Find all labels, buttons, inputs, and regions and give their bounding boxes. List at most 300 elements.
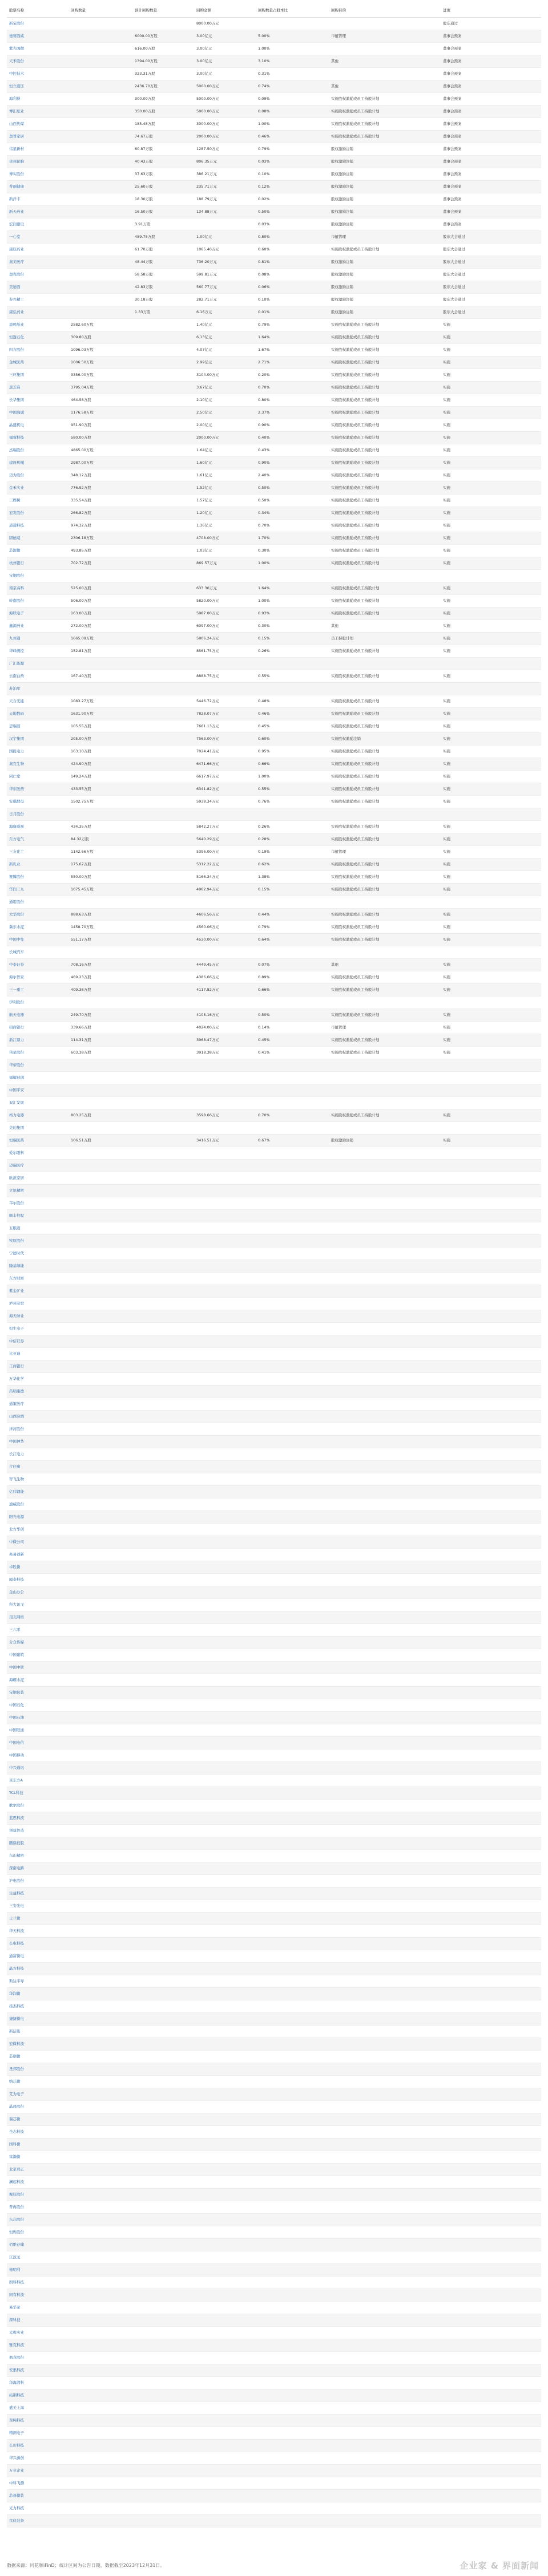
cell-stock-name[interactable]: 佰维存储	[7, 2239, 68, 2251]
cell-stock-name[interactable]: 双汇发展	[7, 1097, 68, 1109]
cell-buyback-amount: 5000.00万元	[194, 106, 256, 118]
cell-stock-name[interactable]: 华天科技	[7, 1925, 68, 1938]
cell-stock-name[interactable]: 山西汾酒	[7, 1411, 68, 1423]
cell-buyback-amount	[194, 2377, 256, 2389]
cell-stock-name[interactable]: 博实股份	[7, 168, 68, 181]
cell-progress: 实施	[441, 394, 541, 407]
cell-stock-name[interactable]: 歌尔股份	[7, 1800, 68, 1812]
cell-stock-name[interactable]: 长川科技	[7, 2440, 68, 2452]
cell-stock-name[interactable]: 道通科技	[7, 520, 68, 532]
cell-buyback-quantity	[68, 143, 132, 156]
cell-stock-name[interactable]: 科大讯飞	[7, 1599, 68, 1611]
cell-stock-name[interactable]: 云南白药	[7, 670, 68, 683]
cell-share-ratio: 0.08%	[256, 106, 329, 118]
cell-stock-name[interactable]: 黑芝麻	[7, 382, 68, 394]
cell-expected-quantity	[132, 1561, 194, 1574]
cell-stock-name[interactable]: 纳芯微	[7, 2076, 68, 2088]
cell-stock-name[interactable]: 四方股份	[7, 344, 68, 357]
cell-stock-name[interactable]: 晶晨股份	[7, 2101, 68, 2113]
cell-buyback-quantity: 708.16万股	[68, 959, 132, 971]
cell-progress: 实施	[441, 1109, 541, 1122]
cell-stock-name[interactable]: 中国海诚	[7, 407, 68, 419]
cell-stock-name[interactable]: 隆基绿能	[7, 1260, 68, 1273]
cell-purpose	[329, 1097, 441, 1109]
table-row	[7, 2440, 541, 2452]
cell-buyback-quantity	[68, 1335, 132, 1348]
cell-stock-name[interactable]: 海联电子	[7, 607, 68, 620]
cell-stock-name[interactable]: 贵州轮胎	[7, 156, 68, 168]
cell-buyback-quantity	[68, 1059, 132, 1072]
cell-stock-name[interactable]: 中国建筑	[7, 1649, 68, 1662]
cell-expected-quantity	[132, 2364, 194, 2377]
cell-stock-name[interactable]: 天合光能	[7, 695, 68, 708]
cell-stock-name[interactable]: 雅克科技	[7, 2339, 68, 2352]
cell-stock-name[interactable]: 福蓉科技	[7, 432, 68, 444]
cell-expected-quantity	[132, 2063, 194, 2076]
cell-stock-name[interactable]: 亿纬锂能	[7, 1486, 68, 1498]
cell-stock-name[interactable]: 金禾实业	[7, 482, 68, 495]
cell-purpose	[329, 2515, 441, 2528]
cell-stock-name[interactable]: 智飞生物	[7, 1473, 68, 1486]
cell-stock-name[interactable]: 片仔癀	[7, 1461, 68, 1473]
cell-stock-name[interactable]: 华东医药	[7, 783, 68, 796]
cell-expected-quantity	[132, 1398, 194, 1411]
cell-stock-name[interactable]: 晨鸣纸业	[7, 319, 68, 331]
table-row	[7, 2239, 541, 2251]
cell-stock-name[interactable]: 中国中免	[7, 934, 68, 946]
cell-stock-name[interactable]: 万华化学	[7, 1373, 68, 1386]
cell-stock-name[interactable]: 瑞芯微	[7, 2113, 68, 2126]
cell-stock-name[interactable]: 拓荆科技	[7, 2389, 68, 2402]
cell-stock-name[interactable]: 中国移动	[7, 1749, 68, 1762]
cell-stock-name[interactable]: 格力电器	[7, 1109, 68, 1122]
table-row	[7, 1687, 541, 1699]
cell-stock-name[interactable]: 朗科科技	[7, 2277, 68, 2289]
cell-stock-name[interactable]: 聚辰股份	[7, 2189, 68, 2201]
table-row	[7, 821, 541, 833]
cell-share-ratio	[256, 1637, 329, 1649]
cell-stock-name[interactable]: 鹏鼎控股	[7, 1837, 68, 1850]
cell-purpose: 股权激励注销	[329, 306, 441, 319]
cell-stock-name[interactable]: 海利得	[7, 93, 68, 106]
cell-progress: 实施	[441, 633, 541, 645]
cell-buyback-quantity	[68, 2051, 132, 2063]
cell-purpose	[329, 1737, 441, 1749]
cell-stock-name[interactable]: 顺丰控股	[7, 1210, 68, 1222]
table-row	[7, 281, 541, 294]
cell-stock-name[interactable]: 精测电子	[7, 2427, 68, 2440]
cell-buyback-quantity: 1142.66万股	[68, 846, 132, 858]
cell-stock-name[interactable]: 海康威视	[7, 821, 68, 833]
cell-expected-quantity	[132, 331, 194, 344]
cell-buyback-quantity: 1096.03万股	[68, 344, 132, 357]
cell-purpose	[329, 1674, 441, 1687]
cell-stock-name[interactable]: 东芯股份	[7, 2214, 68, 2226]
cell-stock-name[interactable]: 迈为股份	[7, 469, 68, 482]
cell-stock-name[interactable]: 盛美上海	[7, 2402, 68, 2415]
cell-stock-name[interactable]: 牧原股份	[7, 1235, 68, 1248]
cell-stock-name[interactable]: 万业企业	[7, 2465, 68, 2477]
cell-stock-name[interactable]: 金城医药	[7, 357, 68, 369]
cell-stock-name[interactable]: 海螺水泥	[7, 1674, 68, 1687]
cell-stock-name[interactable]: 深科技	[7, 2314, 68, 2327]
cell-buyback-amount	[194, 2176, 256, 2189]
cell-stock-name[interactable]: 京仪装备	[7, 2515, 68, 2528]
cell-purpose	[329, 1611, 441, 1624]
cell-stock-name[interactable]: 同仁堂	[7, 771, 68, 783]
cell-stock-name[interactable]: 三安光电	[7, 1900, 68, 1913]
cell-stock-name[interactable]: 深南电路	[7, 1862, 68, 1875]
cell-buyback-quantity	[68, 1360, 132, 1373]
cell-stock-name[interactable]: 捷捷微电	[7, 2013, 68, 2026]
cell-stock-name[interactable]: 日月股份	[7, 808, 68, 821]
cell-stock-name[interactable]: 中国石化	[7, 1699, 68, 1712]
cell-stock-name[interactable]: 新宝股份	[7, 18, 68, 30]
cell-stock-name[interactable]: 晶方科技	[7, 1963, 68, 1975]
cell-expected-quantity	[132, 1737, 194, 1749]
cell-stock-name[interactable]: 五粮液	[7, 1222, 68, 1235]
cell-stock-name[interactable]: 航天电器	[7, 1009, 68, 1022]
cell-stock-name[interactable]: 洋河股份	[7, 1423, 68, 1436]
cell-stock-name[interactable]: 中国神华	[7, 1436, 68, 1448]
cell-stock-name[interactable]: 东山精密	[7, 1850, 68, 1862]
cell-purpose	[329, 68, 441, 80]
cell-expected-quantity	[132, 720, 194, 733]
cell-stock-name[interactable]: 中兴通讯	[7, 1762, 68, 1775]
cell-share-ratio	[256, 2000, 329, 2013]
cell-purpose	[329, 2214, 441, 2226]
cell-stock-name[interactable]: 普丽健康	[7, 181, 68, 193]
cell-progress	[441, 1724, 541, 1737]
cell-stock-name[interactable]: 德明利	[7, 2264, 68, 2277]
cell-stock-name[interactable]: 通威股份	[7, 1498, 68, 1511]
cell-expected-quantity	[132, 2440, 194, 2452]
cell-buyback-amount	[194, 1938, 256, 1950]
cell-stock-name[interactable]: 泸州老窖	[7, 1298, 68, 1310]
cell-stock-name[interactable]: 通富微电	[7, 1950, 68, 1963]
cell-buyback-amount: 4386.66万元	[194, 971, 256, 984]
cell-purpose: 实施股权激励或员工持股计划	[329, 545, 441, 557]
table-row	[7, 1122, 541, 1135]
table-row	[7, 43, 541, 55]
cell-expected-quantity	[132, 2327, 194, 2339]
cell-stock-name[interactable]: 山西焦煤	[7, 118, 68, 131]
cell-buyback-quantity: 1075.45万股	[68, 884, 132, 896]
cell-progress	[441, 2226, 541, 2239]
cell-buyback-quantity: 434.35万股	[68, 821, 132, 833]
cell-stock-name[interactable]: 安琪酵母	[7, 796, 68, 808]
cell-stock-name[interactable]: 春兴精工	[7, 294, 68, 306]
cell-purpose	[329, 1963, 441, 1975]
cell-buyback-amount	[194, 2138, 256, 2151]
cell-stock-name[interactable]: 新洁能	[7, 2026, 68, 2038]
cell-stock-name[interactable]: 三六零	[7, 1624, 68, 1637]
cell-stock-name[interactable]: 迈瑞医疗	[7, 1160, 68, 1172]
cell-buyback-quantity	[68, 1411, 132, 1423]
cell-share-ratio	[256, 2352, 329, 2364]
cell-buyback-amount	[194, 808, 256, 821]
cell-stock-name[interactable]: 兆易创新	[7, 1549, 68, 1561]
cell-stock-name[interactable]: 沪电股份	[7, 1875, 68, 1888]
cell-stock-name[interactable]: 领益智造	[7, 1825, 68, 1837]
cell-stock-name[interactable]: 中国电信	[7, 1737, 68, 1749]
cell-stock-name[interactable]: 东方电气	[7, 833, 68, 846]
cell-expected-quantity	[132, 1762, 194, 1775]
cell-stock-name[interactable]: 阳光电源	[7, 1511, 68, 1524]
cell-stock-name[interactable]: 福耀玻璃	[7, 1072, 68, 1084]
cell-purpose	[329, 2164, 441, 2176]
cell-stock-name[interactable]: 招商银行	[7, 1022, 68, 1034]
cell-purpose	[329, 1574, 441, 1586]
cell-stock-name[interactable]: 易华录	[7, 2302, 68, 2314]
cell-stock-name[interactable]: 斯达半导	[7, 1975, 68, 1988]
cell-expected-quantity	[132, 733, 194, 746]
cell-buyback-quantity	[68, 80, 132, 93]
cell-buyback-quantity	[68, 1950, 132, 1963]
cell-stock-name[interactable]: 安集科技	[7, 2364, 68, 2377]
cell-stock-name[interactable]: 普冉股份	[7, 2201, 68, 2214]
table-row	[7, 93, 541, 106]
cell-stock-name[interactable]: 通策医疗	[7, 1398, 68, 1411]
cell-stock-name[interactable]: 金山办公	[7, 1586, 68, 1599]
cell-stock-name[interactable]: 欧派家居	[7, 1172, 68, 1185]
cell-stock-name[interactable]: 浙江鼎力	[7, 1034, 68, 1047]
cell-stock-name[interactable]: 奥克股份	[7, 269, 68, 281]
cell-stock-name[interactable]: 韦尔股份	[7, 1197, 68, 1210]
cell-purpose: 实施股权激励或员工持股计划	[329, 131, 441, 143]
cell-stock-name[interactable]: 恒瑞医药	[7, 1135, 68, 1147]
cell-stock-name[interactable]: 分众传媒	[7, 1637, 68, 1649]
cell-stock-name[interactable]: 宏微科技	[7, 2038, 68, 2051]
cell-stock-name[interactable]: 南京高科	[7, 582, 68, 595]
cell-stock-name[interactable]: 鼎龙股份	[7, 2352, 68, 2364]
cell-stock-name[interactable]: 华峰测控	[7, 645, 68, 658]
cell-stock-name[interactable]: 至纯科技	[7, 2415, 68, 2427]
cell-stock-name[interactable]: 大华股份	[7, 909, 68, 921]
cell-stock-name[interactable]: 东方财富	[7, 1273, 68, 1285]
cell-share-ratio: 0.28%	[256, 833, 329, 846]
table-row	[7, 1599, 541, 1611]
table-row	[7, 2026, 541, 2038]
cell-stock-name[interactable]: 爱尔眼科	[7, 1147, 68, 1160]
table-row	[7, 469, 541, 482]
cell-stock-name[interactable]: 卓胜微	[7, 1561, 68, 1574]
table-row	[7, 1160, 541, 1172]
cell-stock-name[interactable]: 北方华创	[7, 1524, 68, 1536]
cell-stock-name[interactable]: 中科飞测	[7, 2477, 68, 2490]
cell-progress: 董事会预案	[441, 30, 541, 43]
cell-stock-name[interactable]: 江波龙	[7, 2251, 68, 2264]
cell-stock-name[interactable]: 长电科技	[7, 1938, 68, 1950]
cell-stock-name[interactable]: 华海清科	[7, 2377, 68, 2389]
cell-buyback-amount	[194, 1549, 256, 1561]
cell-share-ratio: 0.41%	[256, 1047, 329, 1059]
cell-stock-name[interactable]: 闻泰科技	[7, 1574, 68, 1586]
cell-stock-name[interactable]: 澜起科技	[7, 2176, 68, 2189]
cell-purpose	[329, 2226, 441, 2239]
cell-stock-name[interactable]: 鑫源药业	[7, 620, 68, 633]
cell-stock-name[interactable]: 杰瑞股份	[7, 444, 68, 457]
cell-stock-name[interactable]: 恒烁股份	[7, 2226, 68, 2239]
cell-stock-name[interactable]: 博汇纸业	[7, 106, 68, 118]
cell-progress	[441, 1674, 541, 1687]
table-row	[7, 1724, 541, 1737]
cell-stock-name[interactable]: 三友化工	[7, 846, 68, 858]
cell-stock-name[interactable]: 宝钢包装	[7, 1687, 68, 1699]
cell-stock-name[interactable]: 士兰微	[7, 1913, 68, 1925]
cell-stock-name[interactable]: 比亚迪	[7, 1348, 68, 1360]
cell-stock-name[interactable]: 苏泊尔	[7, 683, 68, 695]
cell-stock-name[interactable]: 晶盛机电	[7, 419, 68, 432]
cell-stock-name[interactable]: 新洋丰	[7, 193, 68, 206]
table-row	[7, 193, 541, 206]
cell-stock-name[interactable]: 生益科技	[7, 1888, 68, 1900]
cell-stock-name[interactable]: 中国中铁	[7, 1662, 68, 1674]
cell-stock-name[interactable]: 美迪西	[7, 281, 68, 294]
cell-stock-name[interactable]: 太极实业	[7, 2327, 68, 2339]
cell-stock-name[interactable]: 奥普家居	[7, 131, 68, 143]
cell-stock-name[interactable]: 国科微	[7, 2138, 68, 2151]
cell-stock-name[interactable]: 天地数码	[7, 708, 68, 720]
cell-stock-name[interactable]: 广汇能源	[7, 658, 68, 670]
cell-stock-name[interactable]: 伊利股份	[7, 997, 68, 1009]
cell-share-ratio: 0.45%	[256, 720, 329, 733]
cell-expected-quantity	[132, 1837, 194, 1850]
cell-stock-name[interactable]: 华帝股份	[7, 1059, 68, 1072]
table-row	[7, 1712, 541, 1724]
cell-stock-name[interactable]: 用友网络	[7, 1611, 68, 1624]
cell-buyback-amount	[194, 2402, 256, 2415]
cell-stock-name[interactable]: 九州通	[7, 633, 68, 645]
cell-stock-name[interactable]: 圣邦股份	[7, 2063, 68, 2076]
cell-stock-name[interactable]: 通用股份	[7, 896, 68, 909]
cell-stock-name[interactable]: 思瑞浦	[7, 720, 68, 733]
cell-stock-name[interactable]: 芯碁微装	[7, 2490, 68, 2502]
cell-stock-name[interactable]: 冀东水泥	[7, 921, 68, 934]
cell-buyback-quantity	[68, 2277, 132, 2289]
cell-stock-name[interactable]: 赛腾股份	[7, 871, 68, 884]
cell-stock-name[interactable]: 华兴源创	[7, 2452, 68, 2465]
cell-stock-name[interactable]: 蓝思科技	[7, 1812, 68, 1825]
cell-stock-name[interactable]: 华润微	[7, 1988, 68, 2000]
cell-stock-name[interactable]: 宏发股份	[7, 507, 68, 520]
cell-progress: 实施	[441, 495, 541, 507]
cell-stock-name[interactable]: 恒立液压	[7, 80, 68, 93]
cell-stock-name[interactable]: 岭南股份	[7, 595, 68, 607]
cell-stock-name[interactable]: 宏润建设	[7, 218, 68, 231]
cell-stock-name[interactable]: 汉宇集团	[7, 733, 68, 746]
cell-expected-quantity	[132, 1172, 194, 1185]
cell-purpose	[329, 2427, 441, 2440]
cell-stock-name[interactable]: 北京君正	[7, 2164, 68, 2176]
cell-stock-name[interactable]: 建设机械	[7, 457, 68, 469]
cell-stock-name[interactable]: 全志科技	[7, 2126, 68, 2138]
cell-stock-name[interactable]: 中泰证券	[7, 959, 68, 971]
cell-stock-name[interactable]: 同有科技	[7, 2289, 68, 2302]
cell-stock-name[interactable]: 新乳业	[7, 858, 68, 871]
cell-stock-name[interactable]: 药明康德	[7, 1386, 68, 1398]
cell-stock-name[interactable]: 宝钢股份	[7, 570, 68, 582]
cell-stock-name[interactable]: 康辰药业	[7, 244, 68, 256]
cell-stock-name[interactable]: 艾为电子	[7, 2088, 68, 2101]
cell-stock-name[interactable]: 光力科技	[7, 2502, 68, 2515]
cell-stock-name[interactable]: 奥美医疗	[7, 256, 68, 269]
cell-stock-name[interactable]: 中国石油	[7, 1712, 68, 1724]
cell-buyback-quantity	[68, 2502, 132, 2515]
cell-buyback-quantity	[68, 1285, 132, 1298]
cell-stock-name[interactable]: 恒生电子	[7, 1323, 68, 1335]
cell-stock-name[interactable]: 长华集团	[7, 394, 68, 407]
cell-stock-name[interactable]: 中信证券	[7, 1335, 68, 1348]
cell-progress	[441, 1461, 541, 1473]
cell-expected-quantity	[132, 1611, 194, 1624]
cell-stock-name[interactable]: 三棵树	[7, 495, 68, 507]
cell-stock-name[interactable]: 长江电力	[7, 1448, 68, 1461]
cell-stock-name[interactable]: TCL科技	[7, 1787, 68, 1800]
cell-stock-name[interactable]: 富瀚微	[7, 2151, 68, 2164]
cell-stock-name[interactable]: 工商银行	[7, 1360, 68, 1373]
cell-stock-name[interactable]: 扬杰科技	[7, 2000, 68, 2013]
cell-stock-name[interactable]: 芯朋微	[7, 2051, 68, 2063]
cell-stock-name[interactable]: 紫光国微	[7, 43, 68, 55]
cell-progress	[441, 2277, 541, 2289]
cell-stock-name[interactable]: 美的集团	[7, 1122, 68, 1135]
cell-stock-name[interactable]: 德赛西威	[7, 30, 68, 43]
cell-progress	[441, 1398, 541, 1411]
cell-stock-name[interactable]: 天禾股份	[7, 55, 68, 68]
cell-expected-quantity	[132, 570, 194, 582]
cell-stock-name[interactable]: 杭州银行	[7, 557, 68, 570]
cell-stock-name[interactable]: 海天味业	[7, 1310, 68, 1323]
cell-stock-name[interactable]: 康弘药业	[7, 306, 68, 319]
cell-stock-name[interactable]: 三一重工	[7, 984, 68, 997]
cell-stock-name[interactable]: 国投电力	[7, 746, 68, 758]
cell-stock-name[interactable]: 芯源微	[7, 545, 68, 557]
cell-stock-name[interactable]: 奥克生物	[7, 758, 68, 771]
cell-share-ratio: 0.19%	[256, 846, 329, 858]
cell-stock-name[interactable]: 中国平安	[7, 1084, 68, 1097]
cell-stock-name[interactable]: 华润三九	[7, 884, 68, 896]
cell-stock-name[interactable]: 长城汽车	[7, 946, 68, 959]
cell-purpose: 实施股权激励或员工持股计划	[329, 93, 441, 106]
cell-stock-name[interactable]: 伟星新材	[7, 143, 68, 156]
cell-stock-name[interactable]: 中微公司	[7, 1536, 68, 1549]
cell-stock-name[interactable]: 固德威	[7, 532, 68, 545]
cell-progress	[441, 1599, 541, 1611]
cell-purpose	[329, 2377, 441, 2389]
cell-stock-name[interactable]: 京东方A	[7, 1775, 68, 1787]
cell-stock-name[interactable]: 新天药业	[7, 206, 68, 218]
cell-stock-name[interactable]: 三环集团	[7, 369, 68, 382]
cell-stock-name[interactable]: 恒逸石化	[7, 331, 68, 344]
cell-purpose	[329, 2201, 441, 2214]
cell-purpose	[329, 2339, 441, 2352]
cell-stock-name[interactable]: 立讯精密	[7, 1185, 68, 1197]
cell-expected-quantity	[132, 1197, 194, 1210]
cell-buyback-quantity	[68, 1913, 132, 1925]
cell-buyback-amount	[194, 1498, 256, 1511]
cell-stock-name[interactable]: 中控技术	[7, 68, 68, 80]
cell-stock-name[interactable]: 伟星股份	[7, 1047, 68, 1059]
cell-stock-name[interactable]: 宁德时代	[7, 1248, 68, 1260]
cell-stock-name[interactable]: 海尔智家	[7, 971, 68, 984]
cell-stock-name[interactable]: 中国联通	[7, 1724, 68, 1737]
table-row	[7, 1662, 541, 1674]
cell-progress: 董事会预案	[441, 68, 541, 80]
cell-stock-name[interactable]: 紫金矿业	[7, 1285, 68, 1298]
cell-stock-name[interactable]: 一心堂	[7, 231, 68, 244]
table-row	[7, 1574, 541, 1586]
